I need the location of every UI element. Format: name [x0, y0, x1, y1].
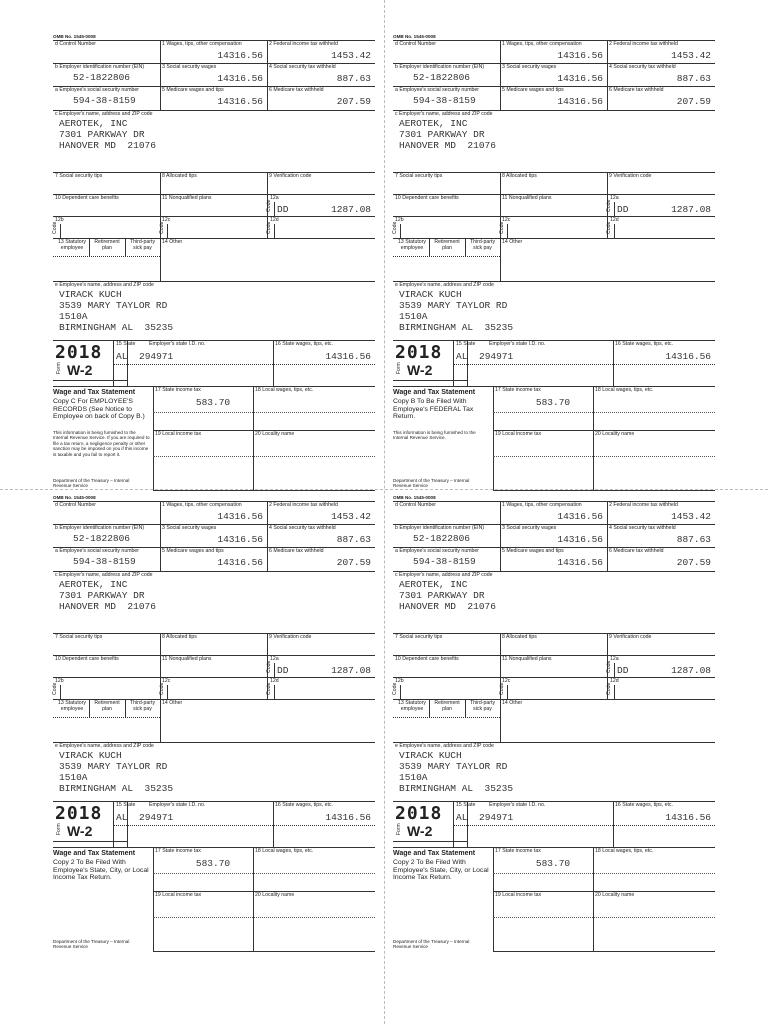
irs-notice: This information is being furnished to the Internal Revenue Service. If you are required to file a tax return, a negligence penalty or other sanction may be imposed on you if this income is taxable and you fail to report it.: [53, 430, 150, 457]
box4-label: 4 Social security tax withheld: [609, 64, 676, 70]
box12d-code-label: Code: [266, 682, 272, 695]
box1-wages: 14316.56: [217, 50, 263, 61]
box12a-code: DD: [277, 665, 289, 676]
box12c-label: 12c: [162, 217, 171, 223]
box20-label: 20 Locality name: [595, 892, 635, 898]
box20-label: 20 Locality name: [595, 431, 635, 437]
employee-address-label: e Employee's name, address and ZIP code: [55, 282, 154, 288]
box12a-code: DD: [617, 665, 629, 676]
box10-label: 10 Dependent care benefits: [55, 195, 119, 201]
box2-fed-tax: 1453.42: [671, 511, 711, 522]
box12d-label: 12d: [270, 217, 279, 223]
control-number-label: d Control Number: [395, 41, 436, 47]
box17-label: 17 State income tax: [155, 848, 201, 854]
employer-state-id: 294971: [479, 351, 514, 362]
form-word: Form: [396, 362, 402, 374]
employer-address: AEROTEK, INC 7301 PARKWAY DR HANOVER MD 21076: [399, 118, 496, 151]
wage-tax-statement-title: Wage and Tax Statement: [53, 850, 136, 857]
box7-label: 7 Social security tips: [395, 173, 443, 179]
box1-label: 1 Wages, tips, other compensation: [502, 502, 582, 508]
box5-label: 5 Medicare wages and tips: [502, 87, 564, 93]
box4-ss-tax: 887.63: [676, 534, 711, 545]
w2-form-copy-1: [52, 34, 375, 489]
copy-instruction: Copy C For EMPLOYEE'S RECORDS (See Notice to Employee on back of Copy B.): [53, 398, 145, 421]
box2-label: 2 Federal income tax withheld: [609, 502, 678, 508]
box12c-label: 12c: [162, 678, 171, 684]
vertical-cut-line: [384, 0, 385, 1024]
box16-state-wages: 14316.56: [325, 351, 371, 362]
box16-label: 16 State wages, tips, etc.: [275, 802, 333, 808]
w2-form-copy-3: [52, 495, 375, 950]
box17-state-tax: 583.70: [535, 397, 571, 408]
box6-medicare-tax: 207.59: [676, 96, 711, 107]
dept-treasury: Department of the Treasury – Internal Revenue Service: [393, 939, 470, 950]
box18-label: 18 Local wages, tips, etc.: [595, 848, 654, 854]
form-name: W-2: [67, 823, 93, 839]
box16-label: 16 State wages, tips, etc.: [275, 341, 333, 347]
box5-medicare-wages: 14316.56: [217, 96, 263, 107]
ssn-label: a Employee's social security number: [395, 87, 480, 93]
box12d-label: 12d: [270, 678, 279, 684]
wage-tax-statement-title: Wage and Tax Statement: [53, 389, 136, 396]
box13-statutory-label: 13 Statutory employee: [58, 700, 86, 712]
w2-form-copy-4: [392, 495, 715, 950]
box13-statutory-label: 13 Statutory employee: [58, 239, 86, 251]
state-code: AL: [116, 812, 128, 823]
tax-year: 2018: [55, 803, 103, 824]
box6-medicare-tax: 207.59: [336, 96, 371, 107]
employer-address: AEROTEK, INC 7301 PARKWAY DR HANOVER MD 21076: [59, 118, 156, 151]
state-code: AL: [456, 812, 468, 823]
box15-label: 15 State: [456, 802, 476, 808]
box2-label: 2 Federal income tax withheld: [269, 41, 338, 47]
box12c-label: 12c: [502, 217, 511, 223]
box4-ss-tax: 887.63: [676, 73, 711, 84]
box17-state-tax: 583.70: [195, 397, 231, 408]
box10-label: 10 Dependent care benefits: [395, 195, 459, 201]
box13-retirement-label: Retirement plan: [94, 700, 120, 712]
box3-ss-wages: 14316.56: [217, 534, 263, 545]
box11-label: 11 Nonqualified plans: [502, 195, 552, 201]
box13-statutory-label: 13 Statutory employee: [398, 700, 426, 712]
box4-ss-tax: 887.63: [336, 534, 371, 545]
box5-medicare-wages: 14316.56: [217, 557, 263, 568]
copy-instruction: Copy B To Be Filed With Employee's FEDERAL Tax Return.: [393, 398, 474, 421]
box3-label: 3 Social security wages: [162, 64, 217, 70]
box12a-label: 12a: [610, 656, 619, 662]
box18-label: 18 Local wages, tips, etc.: [255, 848, 314, 854]
form-name: W-2: [407, 823, 433, 839]
box2-fed-tax: 1453.42: [331, 511, 371, 522]
box14-label: 14 Other: [162, 239, 183, 245]
box13-thirdparty-label: Third-party sick pay: [469, 700, 496, 712]
wage-tax-statement-title: Wage and Tax Statement: [393, 389, 476, 396]
box6-label: 6 Medicare tax withheld: [609, 548, 664, 554]
box12c-code-label: Code: [499, 682, 505, 695]
employer-ein: 52-1822806: [73, 533, 131, 544]
box12d-code-label: Code: [266, 221, 272, 234]
box16-label: 16 State wages, tips, etc.: [615, 341, 673, 347]
box12a-amount: 1287.08: [331, 204, 371, 215]
box6-label: 6 Medicare tax withheld: [609, 87, 664, 93]
copy-instruction: Copy 2 To Be Filed With Employee's State, City, or Local Income Tax Return.: [53, 859, 149, 882]
box1-label: 1 Wages, tips, other compensation: [502, 41, 582, 47]
box9-label: 9 Verification code: [609, 634, 652, 640]
box12a-label: 12a: [270, 656, 279, 662]
employer-address-label: c Employer's name, address and ZIP code: [55, 111, 153, 117]
box3-label: 3 Social security wages: [502, 64, 557, 70]
employee-address-label: e Employee's name, address and ZIP code: [395, 282, 494, 288]
employee-address-label: e Employee's name, address and ZIP code: [395, 743, 494, 749]
box3-label: 3 Social security wages: [502, 525, 557, 531]
box2-label: 2 Federal income tax withheld: [269, 502, 338, 508]
ein-label: b Employer identification number (EIN): [395, 64, 485, 70]
box7-label: 7 Social security tips: [395, 634, 443, 640]
employee-address: VIRACK KUCH 3539 MARY TAYLOR RD 1510A BIRMINGHAM AL 35235: [399, 750, 514, 794]
box12c-label: 12c: [502, 678, 511, 684]
form-name: W-2: [67, 362, 93, 378]
box1-wages: 14316.56: [557, 50, 603, 61]
control-number-label: d Control Number: [395, 502, 436, 508]
box7-label: 7 Social security tips: [55, 173, 103, 179]
box19-label: 19 Local income tax: [155, 892, 202, 898]
state-code: AL: [116, 351, 128, 362]
ein-label: b Employer identification number (EIN): [55, 64, 145, 70]
box6-label: 6 Medicare tax withheld: [269, 87, 324, 93]
box13-thirdparty-label: Third-party sick pay: [469, 239, 496, 251]
box16-state-wages: 14316.56: [325, 812, 371, 823]
wage-tax-statement-title: Wage and Tax Statement: [393, 850, 476, 857]
employer-ein: 52-1822806: [73, 72, 131, 83]
employer-ein: 52-1822806: [413, 533, 471, 544]
employer-address: AEROTEK, INC 7301 PARKWAY DR HANOVER MD 21076: [399, 579, 496, 612]
omb-number: OMB No. 1545-0008: [393, 495, 436, 500]
tax-year: 2018: [395, 803, 443, 824]
box12b-label: 12b: [395, 217, 404, 223]
state-id-label: Employer's state I.D. no.: [489, 341, 546, 347]
box4-ss-tax: 887.63: [336, 73, 371, 84]
box13-retirement-label: Retirement plan: [94, 239, 120, 251]
employer-ein: 52-1822806: [413, 72, 471, 83]
box12d-code-label: Code: [606, 221, 612, 234]
employer-address-label: c Employer's name, address and ZIP code: [395, 111, 493, 117]
box17-label: 17 State income tax: [155, 387, 201, 393]
box12c-code-label: Code: [159, 682, 165, 695]
dept-treasury: Department of the Treasury – Internal Revenue Service: [393, 478, 470, 489]
box12b-label: 12b: [55, 678, 64, 684]
box12c-code-label: Code: [499, 221, 505, 234]
box12a-amount: 1287.08: [671, 204, 711, 215]
form-word: Form: [56, 362, 62, 374]
box8-label: 8 Allocated tips: [162, 634, 197, 640]
box5-medicare-wages: 14316.56: [557, 557, 603, 568]
box11-label: 11 Nonqualified plans: [502, 656, 552, 662]
box5-label: 5 Medicare wages and tips: [502, 548, 564, 554]
box12a-code: DD: [277, 204, 289, 215]
box8-label: 8 Allocated tips: [162, 173, 197, 179]
box1-label: 1 Wages, tips, other compensation: [162, 41, 242, 47]
ssn-label: a Employee's social security number: [395, 548, 480, 554]
box16-label: 16 State wages, tips, etc.: [615, 802, 673, 808]
form-name: W-2: [407, 362, 433, 378]
box13-retirement-label: Retirement plan: [434, 700, 460, 712]
box12d-label: 12d: [610, 678, 619, 684]
box15-label: 15 State: [116, 802, 136, 808]
ein-label: b Employer identification number (EIN): [395, 525, 485, 531]
tax-year: 2018: [395, 342, 443, 363]
box12a-code-label: Code: [266, 660, 272, 673]
box20-label: 20 Locality name: [255, 892, 295, 898]
state-id-label: Employer's state I.D. no.: [149, 341, 206, 347]
control-number-label: d Control Number: [55, 41, 96, 47]
form-word: Form: [396, 823, 402, 835]
box12a-label: 12a: [270, 195, 279, 201]
box4-label: 4 Social security tax withheld: [609, 525, 676, 531]
box12b-code-label: Code: [392, 221, 398, 234]
box20-label: 20 Locality name: [255, 431, 295, 437]
employee-ssn: 594-38-8159: [73, 95, 136, 106]
state-id-label: Employer's state I.D. no.: [149, 802, 206, 808]
box3-ss-wages: 14316.56: [557, 73, 603, 84]
box7-label: 7 Social security tips: [55, 634, 103, 640]
ssn-label: a Employee's social security number: [55, 548, 140, 554]
box18-label: 18 Local wages, tips, etc.: [595, 387, 654, 393]
box16-state-wages: 14316.56: [665, 351, 711, 362]
box2-label: 2 Federal income tax withheld: [609, 41, 678, 47]
box6-medicare-tax: 207.59: [336, 557, 371, 568]
box17-label: 17 State income tax: [495, 387, 541, 393]
box3-ss-wages: 14316.56: [557, 534, 603, 545]
box17-state-tax: 583.70: [535, 858, 571, 869]
box14-label: 14 Other: [162, 700, 183, 706]
omb-number: OMB No. 1545-0008: [53, 495, 96, 500]
box12a-code-label: Code: [606, 660, 612, 673]
w2-form-copy-2: [392, 34, 715, 489]
box12b-label: 12b: [395, 678, 404, 684]
box12b-label: 12b: [55, 217, 64, 223]
copy-instruction: Copy 2 To Be Filed With Employee's State, City, or Local Income Tax Return.: [393, 859, 489, 882]
box13-thirdparty-label: Third-party sick pay: [129, 700, 156, 712]
box13-statutory-label: 13 Statutory employee: [398, 239, 426, 251]
box19-label: 19 Local income tax: [495, 431, 542, 437]
box12d-label: 12d: [610, 217, 619, 223]
state-code: AL: [456, 351, 468, 362]
box12b-code-label: Code: [52, 682, 58, 695]
employee-ssn: 594-38-8159: [413, 95, 476, 106]
ssn-label: a Employee's social security number: [55, 87, 140, 93]
employer-state-id: 294971: [139, 351, 174, 362]
box3-label: 3 Social security wages: [162, 525, 217, 531]
box12c-code-label: Code: [159, 221, 165, 234]
employer-state-id: 294971: [139, 812, 174, 823]
employer-address-label: c Employer's name, address and ZIP code: [55, 572, 153, 578]
box14-label: 14 Other: [502, 239, 523, 245]
employee-address: VIRACK KUCH 3539 MARY TAYLOR RD 1510A BIRMINGHAM AL 35235: [59, 289, 174, 333]
irs-notice: This information is being furnished to the Internal Revenue Service.: [393, 430, 476, 441]
box6-medicare-tax: 207.59: [676, 557, 711, 568]
employer-address-label: c Employer's name, address and ZIP code: [395, 572, 493, 578]
form-word: Form: [56, 823, 62, 835]
box10-label: 10 Dependent care benefits: [55, 656, 119, 662]
box9-label: 9 Verification code: [609, 173, 652, 179]
box9-label: 9 Verification code: [269, 634, 312, 640]
employee-ssn: 594-38-8159: [73, 556, 136, 567]
control-number-label: d Control Number: [55, 502, 96, 508]
employer-address: AEROTEK, INC 7301 PARKWAY DR HANOVER MD 21076: [59, 579, 156, 612]
box12a-label: 12a: [610, 195, 619, 201]
employee-address: VIRACK KUCH 3539 MARY TAYLOR RD 1510A BIRMINGHAM AL 35235: [399, 289, 514, 333]
box4-label: 4 Social security tax withheld: [269, 64, 336, 70]
box16-state-wages: 14316.56: [665, 812, 711, 823]
box3-ss-wages: 14316.56: [217, 73, 263, 84]
box9-label: 9 Verification code: [269, 173, 312, 179]
box12b-code-label: Code: [52, 221, 58, 234]
box12d-code-label: Code: [606, 682, 612, 695]
box12a-amount: 1287.08: [671, 665, 711, 676]
state-id-label: Employer's state I.D. no.: [489, 802, 546, 808]
box19-label: 19 Local income tax: [155, 431, 202, 437]
box1-label: 1 Wages, tips, other compensation: [162, 502, 242, 508]
tax-year: 2018: [55, 342, 103, 363]
box1-wages: 14316.56: [217, 511, 263, 522]
box10-label: 10 Dependent care benefits: [395, 656, 459, 662]
box8-label: 8 Allocated tips: [502, 634, 537, 640]
box13-retirement-label: Retirement plan: [434, 239, 460, 251]
box12b-code-label: Code: [392, 682, 398, 695]
box19-label: 19 Local income tax: [495, 892, 542, 898]
box4-label: 4 Social security tax withheld: [269, 525, 336, 531]
dept-treasury: Department of the Treasury – Internal Revenue Service: [53, 478, 130, 489]
employer-state-id: 294971: [479, 812, 514, 823]
box12a-code-label: Code: [606, 199, 612, 212]
box2-fed-tax: 1453.42: [331, 50, 371, 61]
box5-label: 5 Medicare wages and tips: [162, 87, 224, 93]
box11-label: 11 Nonqualified plans: [162, 195, 212, 201]
box2-fed-tax: 1453.42: [671, 50, 711, 61]
box12a-code: DD: [617, 204, 629, 215]
box5-medicare-wages: 14316.56: [557, 96, 603, 107]
box8-label: 8 Allocated tips: [502, 173, 537, 179]
box18-label: 18 Local wages, tips, etc.: [255, 387, 314, 393]
box17-state-tax: 583.70: [195, 858, 231, 869]
ein-label: b Employer identification number (EIN): [55, 525, 145, 531]
box1-wages: 14316.56: [557, 511, 603, 522]
employee-address-label: e Employee's name, address and ZIP code: [55, 743, 154, 749]
box12a-code-label: Code: [266, 199, 272, 212]
box14-label: 14 Other: [502, 700, 523, 706]
box12a-amount: 1287.08: [331, 665, 371, 676]
box15-label: 15 State: [116, 341, 136, 347]
dept-treasury: Department of the Treasury – Internal Revenue Service: [53, 939, 130, 950]
box5-label: 5 Medicare wages and tips: [162, 548, 224, 554]
box15-label: 15 State: [456, 341, 476, 347]
omb-number: OMB No. 1545-0008: [393, 34, 436, 39]
omb-number: OMB No. 1545-0008: [53, 34, 96, 39]
employee-address: VIRACK KUCH 3539 MARY TAYLOR RD 1510A BIRMINGHAM AL 35235: [59, 750, 174, 794]
box11-label: 11 Nonqualified plans: [162, 656, 212, 662]
employee-ssn: 594-38-8159: [413, 556, 476, 567]
box13-thirdparty-label: Third-party sick pay: [129, 239, 156, 251]
box6-label: 6 Medicare tax withheld: [269, 548, 324, 554]
box17-label: 17 State income tax: [495, 848, 541, 854]
